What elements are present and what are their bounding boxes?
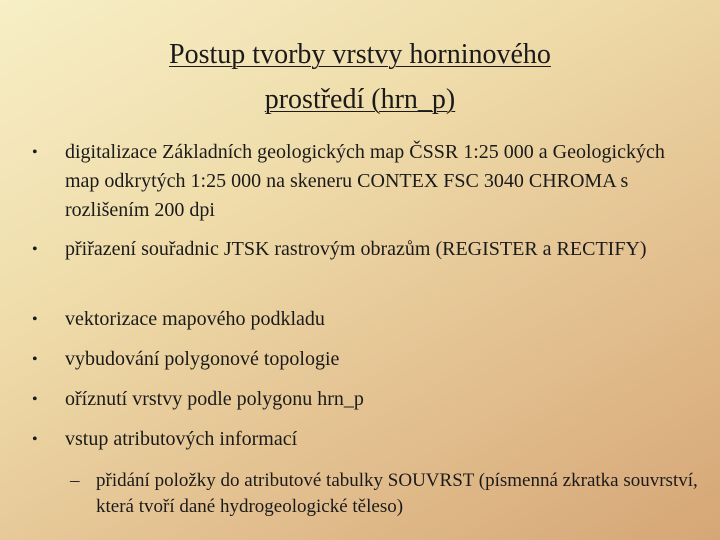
title-line-2: prostředí (hrn_p) <box>264 84 456 115</box>
bullet-text: digitalizace Základních geologických map ČSSR 1:25 000 a Geologických map odkrytých 1:25 000 na skeneru CONTEX FSC 3040 CHROMA s rozlišením 200 dpi <box>65 141 665 221</box>
bullet-item <box>30 138 700 225</box>
title-line-1: Postup tvorby vrstvy horninového <box>169 39 551 70</box>
bullet-marker: • <box>32 241 38 258</box>
sub-bullet-item <box>70 468 700 520</box>
bullet-marker: • <box>32 431 38 448</box>
bullet-text: oříznutí vrstvy podle polygonu hrn_p <box>65 388 364 410</box>
bullet-item <box>30 305 700 334</box>
sub-bullet-marker: – <box>70 470 80 491</box>
bullet-marker: • <box>32 351 38 368</box>
bullet-text: přiřazení souřadnic JTSK rastrovým obrazům (REGISTER a RECTIFY) <box>65 238 647 260</box>
bullet-item <box>30 345 700 374</box>
bullet-text: vektorizace mapového podkladu <box>65 308 325 330</box>
sub-bullet-text: přidání položky do atributové tabulky SOUVRST (písmenná zkratka souvrství, která tvoří dané hydrogeologické těleso) <box>96 470 698 517</box>
bullet-marker: • <box>32 311 38 328</box>
bullet-text: vstup atributových informací <box>65 428 298 450</box>
bullet-text: vybudování polygonové topologie <box>65 348 340 370</box>
bullet-item <box>30 425 700 454</box>
bullet-item <box>30 235 700 264</box>
bullet-marker: • <box>32 144 38 161</box>
bullet-item <box>30 385 700 414</box>
bullet-marker: • <box>32 391 38 408</box>
slide-title <box>40 32 680 122</box>
